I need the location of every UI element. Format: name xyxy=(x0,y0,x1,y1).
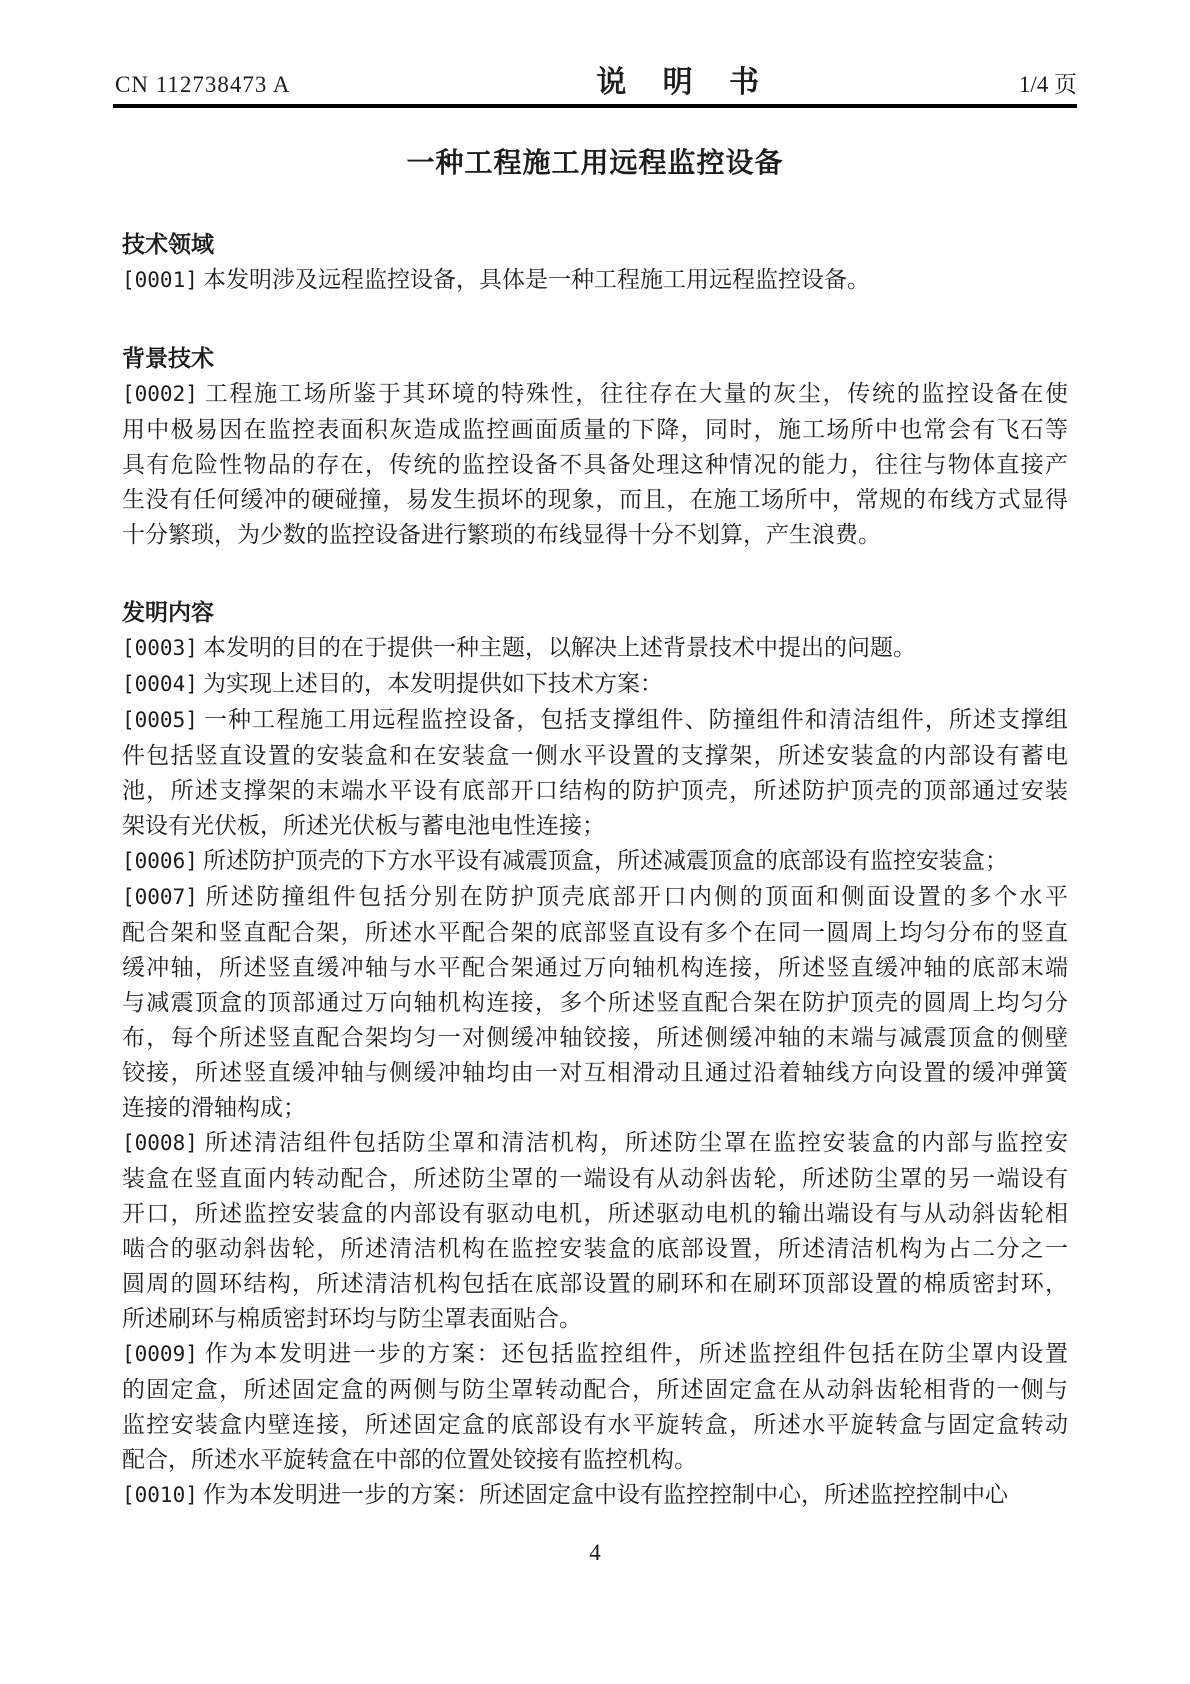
paragraph-line xyxy=(122,1125,1068,1161)
paragraph-number: [0009] xyxy=(122,1342,198,1366)
paragraph-line xyxy=(122,702,1068,738)
paragraph-line: 生没有任何缓冲的硬碰撞，易发生损坏的现象，而且，在施工场所中，常规的布线方式显得 xyxy=(122,487,1068,512)
paragraph-line: 用中极易因在监控表面积灰造成监控画面质量的下降，同时，施工场所中也常会有飞石等 xyxy=(122,417,1068,442)
document-body xyxy=(122,226,1068,1513)
paragraph xyxy=(122,262,1068,298)
paragraph-line: 具有危险性物品的存在，传统的监控设备不具备处理这种情况的能力，往往与物体直接产 xyxy=(122,452,1068,477)
paragraph-line: 架设有光伏板，所述光伏板与蓄电池电性连接； xyxy=(122,813,605,838)
paragraph-text: 所述清洁组件包括防尘罩和清洁机构，所述防尘罩在监控安装盒的内部与监控安 xyxy=(203,1130,1068,1155)
paragraph-line: 监控安装盒内壁连接，所述固定盒的底部设有水平旋转盒，所述水平旋转盒与固定盒转动 xyxy=(122,1412,1068,1437)
paragraph-line: 池，所述支撑架的末端水平设有底部开口结构的防护顶壳，所述防护顶壳的顶部通过安装 xyxy=(122,778,1068,803)
paragraph-line: 连接的滑轴构成； xyxy=(122,1095,306,1120)
paragraph-line: 所述刷环与棉质密封环均与防尘罩表面贴合。 xyxy=(122,1306,582,1331)
paragraph-line: 开口，所述监控安装盒的内部设有驱动电机，所述驱动电机的输出端设有与从动斜齿轮相 xyxy=(122,1201,1068,1226)
paragraph-line: 的固定盒，所述固定盒的两侧与防尘罩转动配合，所述固定盒在从动斜齿轮相背的一侧与 xyxy=(122,1377,1068,1402)
paragraph-line xyxy=(122,630,1068,666)
paragraph-line: 与减震顶盒的顶部通过万向轴机构连接，多个所述竖直配合架在防护顶壳的圆周上均匀分 xyxy=(122,990,1068,1015)
paragraph xyxy=(122,843,1068,879)
document-number: CN 112738473 A xyxy=(115,72,291,97)
paragraph-line xyxy=(122,376,1068,412)
paragraph-number: [0002] xyxy=(122,382,198,406)
paragraph-line: 布，每个所述竖直配合架均匀一对侧缓冲轴铰接，所述侧缓冲轴的末端与减震顶盒的侧壁 xyxy=(122,1025,1068,1050)
paragraph-line: 啮合的驱动斜齿轮，所述清洁机构在监控安装盒的底部设置，所述清洁机构为占二分之一 xyxy=(122,1236,1068,1261)
paragraph-line xyxy=(122,1477,1068,1513)
paragraph-number: [0010] xyxy=(122,1483,198,1507)
paragraph-number: [0008] xyxy=(122,1131,198,1155)
paragraph-line: 配合架和竖直配合架，所述水平配合架的底部竖直设有多个在同一圆周上均匀分布的竖直 xyxy=(122,920,1068,945)
paragraph-line xyxy=(122,666,1068,702)
paragraph-text: 工程施工场所鉴于其环境的特殊性，往往存在大量的灰尘，传统的监控设备在使 xyxy=(203,381,1068,406)
paragraph xyxy=(122,879,1068,1125)
section-heading: 背景技术 xyxy=(122,345,214,371)
paragraph-text: 所述防护顶壳的下方水平设有减震顶盒，所述减震顶盒的底部设有监控安装盒； xyxy=(203,848,1008,873)
section-heading: 发明内容 xyxy=(122,599,214,625)
paragraph-line: 缓冲轴，所述竖直缓冲轴与水平配合架通过万向轴机构连接，所述竖直缓冲轴的底部末端 xyxy=(122,955,1068,980)
document-type-label: 说 明 书 xyxy=(596,66,773,99)
paragraph-text: 本发明的目的在于提供一种主题，以解决上述背景技术中提出的问题。 xyxy=(203,635,916,660)
page-number: 4 xyxy=(589,1540,601,1565)
paragraph-number: [0007] xyxy=(122,885,198,909)
header-divider xyxy=(113,104,1077,108)
section-heading: 技术领域 xyxy=(122,231,214,257)
paragraph xyxy=(122,666,1068,702)
paragraph-line: 圆周的圆环结构，所述清洁机构包括在底部设置的刷环和在刷环顶部设置的棉质密封环， xyxy=(122,1271,1068,1296)
paragraph xyxy=(122,630,1068,666)
paragraph-line xyxy=(122,262,1068,298)
paragraph-text: 所述防撞组件包括分别在防护顶壳底部开口内侧的顶面和侧面设置的多个水平 xyxy=(203,884,1068,909)
paragraph-line xyxy=(122,1336,1068,1372)
paragraph-number: [0001] xyxy=(122,268,198,292)
paragraph xyxy=(122,1336,1068,1477)
paragraph-text: 作为本发明进一步的方案：还包括监控组件，所述监控组件包括在防尘罩内设置 xyxy=(203,1341,1068,1366)
paragraph-number: [0004] xyxy=(122,672,198,696)
paragraph-text: 一种工程施工用远程监控设备，包括支撑组件、防撞组件和清洁组件，所述支撑组 xyxy=(203,707,1068,732)
document-content xyxy=(122,110,1068,1513)
page-footer xyxy=(0,1538,1190,1568)
paragraph xyxy=(122,1125,1068,1336)
paragraph xyxy=(122,376,1068,552)
paragraph-line: 配合，所述水平旋转盒在中部的位置处铰接有监控机构。 xyxy=(122,1447,697,1472)
paragraph-line: 铰接，所述竖直缓冲轴与侧缓冲轴均由一对互相滑动且通过沿着轴线方向设置的缓冲弹簧 xyxy=(122,1060,1068,1085)
paragraph xyxy=(122,1477,1068,1513)
paragraph-line xyxy=(122,843,1068,879)
paragraph-text: 本发明涉及远程监控设备，具体是一种工程施工用远程监控设备。 xyxy=(203,267,870,292)
paragraph-number: [0006] xyxy=(122,849,198,873)
paragraph-number: [0005] xyxy=(122,708,198,732)
page-indicator: 1/4 页 xyxy=(1018,72,1077,97)
paragraph-line: 十分繁琐，为少数的监控设备进行繁琐的布线显得十分不划算，产生浪费。 xyxy=(122,522,881,547)
paragraph-line xyxy=(122,879,1068,915)
paragraph xyxy=(122,702,1068,843)
paragraph-number: [0003] xyxy=(122,636,198,660)
paragraph-line: 件包括竖直设置的安装盒和在安装盒一侧水平设置的支撑架，所述安装盒的内部设有蓄电 xyxy=(122,743,1068,768)
paragraph-text: 作为本发明进一步的方案：所述固定盒中设有监控控制中心，所述监控控制中心 xyxy=(203,1482,1008,1507)
invention-title: 一种工程施工用远程监控设备 xyxy=(406,147,784,178)
page-header xyxy=(115,66,1077,100)
paragraph-text: 为实现上述目的，本发明提供如下技术方案： xyxy=(203,671,663,696)
paragraph-line: 装盒在竖直面内转动配合，所述防尘罩的一端设有从动斜齿轮，所述防尘罩的另一端设有 xyxy=(122,1166,1068,1191)
